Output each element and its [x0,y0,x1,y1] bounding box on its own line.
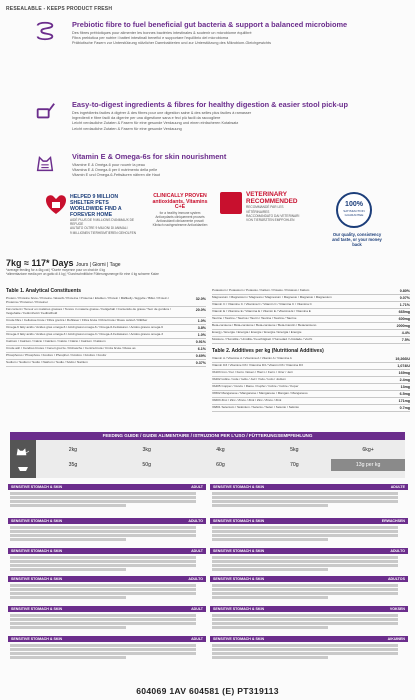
row-value: 0.07% [399,296,410,300]
row-value: 2000mg [396,324,410,328]
benefit-title: Prebiotic fibre to fuel beneficial gut bacteria & support a balanced microbiome [72,20,348,29]
row-label: Taurine / Taurine / Taurina / Taurin / Taurina / Taurina / Taurine [212,317,297,320]
section-label: SENSITIVE STOMACH & SKIN [11,577,63,581]
section-body-text [210,582,408,600]
row-value: 1,074IU [397,364,410,368]
section-body-text [8,612,206,630]
feeding-amount: 70g [289,462,299,468]
table-row [6,296,206,307]
section-label: SENSITIVE STOMACH & SKIN [213,577,265,581]
quality-promise: Our quality, consistency and taste, or your money back [332,232,382,247]
benefit-line: Leicht verdauliche Zutaten & Fasern für eine gesunde Verdauung und einen einfacheren Kotabsatz [72,121,239,126]
row-label: 3b801 Selenium / Sélénium / Selenio / Selen / Selenio / Selênio [212,406,300,409]
row-label: Energy / Énergie / Energia / Energie / Energía / Energia / Energie [212,331,302,334]
row-label: Calcium / Calcium / Calcio / Calcium / Calcio / Cálcio / Calcium / Kalsium [6,339,106,343]
table-row [212,309,410,316]
feeding-guide [10,432,405,478]
row-label: Vitamin C / Vitamine C / Vitamina C / Vitamin C / Vitamina C / Vitamina C [212,303,312,306]
package-weight: 7kg [6,258,22,268]
language-section [210,606,408,630]
shelter-line: AIUTATO OLTRE 9 MILIONI DI ANIMALI [70,226,128,231]
additives-table [212,288,410,412]
row-label: 3b603 Zinc / Zinc / Zinco / Zink / Zinc / Zinco / Zink [212,399,282,402]
benefit-digestion [0,94,415,138]
benefit-line: Des ingrédients faciles à digérer & des fibres pour une digestion saine & des selles plus faciles à ramasser [72,111,252,115]
feeding-weight: 6kg+ [362,447,374,453]
section-language: ADULTO [188,519,203,523]
section-body-text [210,554,408,572]
benefit-line: Vitamina E & Omega-6 per il nutrimento della pelle [72,168,158,173]
weight-footnote: *average feeding for a 4kg cat | *Durée moyenne pour un chat de 4 kg [6,268,105,272]
benefit-line: Ingredienti e fibre facili da digerire per una digestione sana e feci più facili da raccogliere [72,116,221,121]
language-section [210,636,408,660]
benefit-line: Fibra prebiotica per nutrire i batteri intestinali benefici e supportare l'equilibrio del microbioma [72,36,229,41]
benefit-prebiotic [0,14,415,58]
table-row [212,370,410,377]
vet-recommended-badge [246,192,306,223]
section-label: SENSITIVE STOMACH & SKIN [11,637,63,641]
shelter-line: AIDÉ PLUS DE 9 MILLIONS D'ANIMAUX DE REFUGE [70,218,135,227]
clinical-title: CLINICALLY PROVEN antioxidants, Vitamins C+E [152,193,208,211]
row-value: 0.37% [195,360,206,365]
shelter-title: HELPED 9 MILLION SHELTER PETS WORLDWIDE FIND A FOREVER HOME [70,194,122,218]
table-row [6,360,206,367]
row-value: 169mg [398,371,410,375]
feeding-weight: 3kg [142,447,151,453]
shelter-badge [70,194,142,235]
cat-icon [16,446,30,456]
benefit-line: Präbiotische Fasern zur Unterstützung nützlicher Darmbakterien und zur Unterstützung des Mikrobiom-Gleichgewichts [72,41,272,46]
package-weight-info [6,258,206,276]
reseal-note: RESEALABLE - KEEPS PRODUCT FRESH [6,6,113,12]
section-body-text [8,642,206,660]
table-row [6,307,206,318]
weight-footnote: *alimentazione media per un gatto di 4 kg | *Durchschnittliche Fütterungsmenge für eine 4 kg schwere Katze [6,272,159,277]
clinically-proven-badge [148,194,212,228]
section-label: SENSITIVE STOMACH & SKIN [213,485,265,489]
table-row [212,363,410,370]
row-label: Moisture / Humidité / Umidità / Feuchtigkeit / Humedad / Umidade / Vocht [212,338,313,341]
row-label: Magnesium / Magnésium / Magnesio / Magnesium / Magnesio / Magnésio / Magnesium [212,296,332,299]
section-body-text [8,582,206,600]
feeding-amount: 60g [216,462,225,468]
language-section [8,548,206,572]
row-label: 3b202 Iodine / Iode / Iodio / Jod / Yodo / Iodo / Jodium [212,378,286,381]
section-label: SENSITIVE STOMACH & SKIN [213,607,265,611]
row-label: Vitamin D3 / Vitamine D3 / Vitamina D3 / Vitamin D3 / Vitamina D3 [212,364,303,367]
section-label: SENSITIVE STOMACH & SKIN [213,519,265,523]
row-value: 19,266IU [395,357,410,361]
row-label: 3b405 Copper / Cuivre / Rame / Kupfer / Cobre / Cobre / Koper [212,385,299,388]
row-value: 6.5mg [399,392,410,396]
table-title: Table 1. Analytical Constituents [6,288,82,294]
row-label: Beta-carotene / Bêta-carotène / Beta-carotene / Beta-Carotin / Betacaroteno [212,324,317,327]
section-label: SENSITIVE STOMACH & SKIN [11,485,63,489]
section-body-text [210,642,408,660]
section-body-text [8,490,206,508]
vet-line: VON TIERÄRZTEN EMPFOHLEN [246,218,295,223]
language-section [210,548,408,572]
language-section [8,484,206,508]
row-value: 20.0% [195,307,206,312]
section-body-text [8,554,206,572]
section-label: SENSITIVE STOMACH & SKIN [11,607,63,611]
badges-row [44,191,382,248]
heart-house-icon [44,192,68,216]
section-body-text [210,612,408,630]
section-language: ADULTOS [387,577,405,581]
table-row [6,346,206,353]
guarantee-percent: 100% [345,201,363,208]
section-label: SENSITIVE STOMACH & SKIN [11,549,63,553]
row-label: Phosphorus / Phosphore / Fosforo / Phosphor / Fósforo / Fósforo / Fosfor [6,353,107,357]
satisfaction-guarantee-seal [336,192,372,228]
section-body-text [8,524,206,542]
table-row [212,398,410,405]
language-section [8,518,206,542]
row-label: 3b103 Iron / Fer / Ferro / Eisen / Hierro / Ferro / IJzer / Jern [212,371,294,374]
row-value: 1.0% [197,318,206,323]
row-label: 3b502 Manganese / Manganèse / Manganese / Mangan / Manganeso [212,392,308,395]
table-row [212,377,410,384]
table-row [212,330,410,337]
table-row [6,325,206,332]
row-value: 2.4mg [399,378,410,382]
row-label: Crude fibre / Cellulose brute / Fibra grezza / Rohfaser / Fibra bruta / Fibra bruta / Ruwe celstof / Råfiber [6,318,148,322]
section-language: ADULTE [390,485,405,489]
batch-code: 604069 1AV 604581 (E) PT319113 [136,686,279,696]
language-section [8,606,206,630]
table-row [212,391,410,398]
table-row [212,337,410,344]
table-row [6,339,206,346]
table-row [6,332,206,339]
row-label: Potassium / Potassium / Potassio / Kalium / Potasio / Potássio / Kalium [212,289,310,292]
row-value: 7.5% [401,338,410,342]
clinical-line: Antiossidanti clinicamente provati [156,219,204,224]
feeding-weight: 5kg [290,447,299,453]
benefit-skin [0,148,415,188]
feeding-guide-title: FEEDING GUIDE / GUIDE ALIMENTAIRE / ISTRUZIONI PER L'USO / FÜTTERUNGSEMPFEHLUNG [10,432,405,440]
row-label: Omega-3 fatty acids / Acides gras oméga-3 / Acidi grassi omega-3 / Omega-3-Fettsäuren / Ácidos grasos omega-3 [6,332,163,336]
guarantee-text: SATISFACTION GUARANTEE [343,209,365,217]
row-value: 6.1% [197,346,206,351]
food-bowl-icon [17,464,29,472]
language-section [8,576,206,600]
row-value: 0.91% [195,339,206,344]
clinical-line: for a healthy immune system [159,210,201,215]
row-label: Crude ash / Cendres brutes / Ceneri grezze / Rohasche / Ceniza bruta / Cinza bruta / Ruwe as [6,346,136,350]
section-language: ERWACHSEN [381,519,405,523]
section-body-text [210,490,408,508]
section-label: SENSITIVE STOMACH & SKIN [213,637,265,641]
vet-line: RACCOMANDATO DAI VETERINARI [246,214,300,218]
table-row [6,318,206,325]
row-value: 0.69% [195,353,206,358]
row-value: 3.8% [197,325,206,330]
feeding-weight: 4kg [216,447,225,453]
benefit-line: Leicht verdauliche Zutaten & Fasern für eine gesunde Verdauung [72,126,182,131]
language-section [210,576,408,600]
benefit-title: Vitamin E & Omega-6s for skin nourishment [72,152,227,161]
section-body-text [210,524,408,542]
feeding-weight: 2kg [68,447,78,453]
section-language: ADULT [191,637,203,641]
benefit-line: Vitamine E & Oméga-6 pour nourrir la peau [72,163,145,167]
row-value: 4.4% [401,331,410,335]
table-row [212,405,410,412]
language-section [8,636,206,660]
table-row [212,384,410,391]
row-value: 171mg [398,399,410,403]
section-language: ADULT [191,549,203,553]
row-value: 1.0% [197,332,206,337]
row-value: 0.7mg [399,406,410,410]
table-row [212,302,410,309]
table-row [212,295,410,302]
vet-logo-icon [220,192,242,214]
section-language: VOKSEN [389,607,405,611]
gut-icon [34,20,56,42]
row-label: Fat content / Teneur en matières grasses / Tenore in materie grasse / Fettgehalt / Contenido de grasa / Teor de gordura / Vetgehalte / Fettinnhold / Fedtindhold [6,307,171,315]
benefit-line: Vitamin E und Omega-6-Fettsäuren nähren die Haut [72,173,160,178]
feeding-amount: 35g [68,462,78,468]
row-label: Vitamin A / Vitamine A / Vitamina A / Vitamin A / Vitamina A [212,357,292,360]
row-label: Sodium / Sodium / Sodio / Natrium / Sodio / Sódio / Natrium [6,360,88,364]
row-label: Omega-6 fatty acids / Acides gras oméga-6 / Acidi grassi omega-6 / Omega-6-Fettsäuren / Ácidos grasos omega-6 [6,325,163,329]
table-row [212,323,410,330]
clinical-line: Antioxydants cliniquement prouvés [155,214,205,219]
table-row [212,316,410,323]
feeding-days: ≈ 117* Days [24,258,74,268]
row-value: 665mg [398,310,410,314]
row-value: 0.80% [399,289,410,293]
benefit-title: Easy-to-digest ingredients & fibres for healthy digestion & easier stool pick-up [72,100,348,109]
table-row [212,356,410,363]
feeding-amount: 13g per kg [331,459,405,471]
vet-title: VETERINARY RECOMMENDED [246,191,298,205]
shelter-line: 9 MILLIONEN TIERHEIMTIEREN GEHOLFEN [70,230,137,235]
section-language: ADULT [191,607,203,611]
table-row [212,288,410,295]
benefit-line: Des fibres prébiotiques pour alimenter les bonnes bactéries intestinales & soutenir un microbiome équilibré [72,31,252,35]
table-title: Table 2. Additives per kg (Nutritional Additives) [212,348,324,354]
section-language: ADULTO [188,577,203,581]
feeding-amount: 50g [142,462,152,468]
language-section [210,484,408,508]
section-label: SENSITIVE STOMACH & SKIN [11,519,63,523]
row-value: 13mg [400,385,410,389]
cat-skin-icon [34,152,56,174]
analytical-constituents-table [6,288,206,367]
section-label: SENSITIVE STOMACH & SKIN [213,549,265,553]
row-value: 32.0% [195,297,206,301]
vet-line: RECOMMANDÉ PAR LES VÉTÉRINAIRES [246,205,284,214]
litter-scoop-icon [34,100,56,122]
row-value: 1.71% [399,303,410,307]
row-value: 600mg [398,317,410,321]
language-section [210,518,408,542]
table-row [6,353,206,360]
section-language: AIKUINEN [387,637,405,641]
row-label: Vitamin E / Vitamine E / Vitamina E / Vitamin E / Vitamina E / Vitamina E [212,310,311,313]
section-language: ADULT [191,485,203,489]
section-language: ADULTO [390,549,405,553]
feeding-days-note: Jours | Giorni | Tage [76,262,121,268]
clinical-line: Klinisch nachgewiesene Antioxidantien [152,223,208,228]
row-label: Protein / Protéine brute / Proteine / Eiweiß / Proteína / Proteína / Eiwitten / Protein / Mäfikelly / Eggvite / Bilkó / Protein / Proteína / Proteiner / Proteiner [6,297,170,304]
